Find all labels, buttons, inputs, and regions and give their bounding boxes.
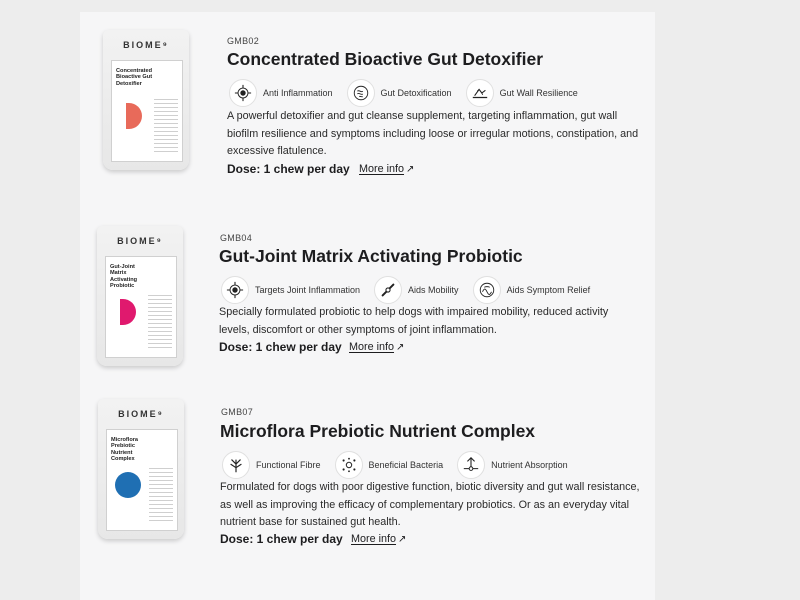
benefit-badge: Gut Wall Resilience: [466, 79, 578, 107]
product-description: Formulated for dogs with poor digestive function, biotic diversity and gut wall resistance, as well as improving the efficacy of complementary probiotics. Or as an everyday vital nutrient base for sustained gut health.: [220, 481, 640, 528]
pouch-brand: BIOME⁹: [123, 40, 169, 50]
product-dose: Dose: 1 chew per day: [220, 532, 343, 546]
benefit-badges: [229, 79, 592, 107]
product-dose: Dose: 1 chew per day: [219, 340, 342, 354]
absorption-icon: [457, 451, 485, 479]
benefit-badge: Targets Joint Inflammation: [221, 276, 360, 304]
product-code: GMB02: [227, 36, 260, 46]
benefit-badge: Beneficial Bacteria: [335, 451, 444, 479]
product-title[interactable]: Gut-Joint Matrix Activating Probiotic: [219, 246, 523, 266]
detox-icon: [347, 79, 375, 107]
benefit-badge: Aids Symptom Relief: [473, 276, 591, 304]
product-pouch-image[interactable]: [98, 399, 184, 539]
fibre-icon: [222, 451, 250, 479]
product-code: GMB07: [221, 407, 254, 417]
benefit-badge: Aids Mobility: [374, 276, 459, 304]
benefit-badges: [222, 451, 582, 479]
benefit-badges: [221, 276, 604, 304]
wall-icon: [466, 79, 494, 107]
product-title[interactable]: Microflora Prebiotic Nutrient Complex: [220, 421, 536, 441]
more-info-link[interactable]: More info ↗: [359, 163, 415, 175]
target-icon: [229, 79, 257, 107]
benefit-badge: Nutrient Absorption: [457, 451, 568, 479]
product-code: GMB04: [220, 233, 253, 243]
relief-icon: [473, 276, 501, 304]
more-info-link[interactable]: More info ↗: [351, 533, 407, 545]
pouch-brand: BIOME⁹: [117, 236, 163, 246]
product-title[interactable]: Concentrated Bioactive Gut Detoxifier: [227, 49, 544, 69]
pouch-brand: BIOME⁹: [118, 409, 164, 419]
joint-icon: [374, 276, 402, 304]
product-description: A powerful detoxifier and gut cleanse supplement, targeting inflammation, gut wall biofilm resilience and symptoms including loose or irregular motions, constipation, and excessive flatulence.: [227, 110, 639, 157]
pouch-title: Gut-Joint Matrix Activating Probiotic: [110, 264, 138, 290]
external-arrow-icon: ↗: [406, 164, 415, 175]
pouch-accent-shape: [120, 299, 136, 325]
target-icon: [221, 276, 249, 304]
external-arrow-icon: ↗: [396, 342, 405, 353]
product-pouch-image[interactable]: [103, 30, 189, 170]
external-arrow-icon: ↗: [398, 534, 407, 545]
pouch-title: Microflora Prebiotic Nutrient Complex: [111, 437, 139, 463]
product-dose: Dose: 1 chew per day: [227, 162, 350, 176]
pouch-accent-shape: [115, 472, 141, 498]
more-info-link[interactable]: More info ↗: [349, 341, 405, 353]
pouch-accent-shape: [126, 103, 142, 129]
benefit-badge: Functional Fibre: [222, 451, 321, 479]
benefit-badge: Anti Inflammation: [229, 79, 333, 107]
pouch-title: Concentrated Bioactive Gut Detoxifier: [116, 68, 153, 87]
product-pouch-image[interactable]: [97, 226, 183, 366]
benefit-badge: Gut Detoxification: [347, 79, 452, 107]
product-description: Specially formulated probiotic to help dogs with impaired mobility, reduced activity levels, discomfort or other symptoms of joint inflammation.: [219, 306, 609, 336]
bacteria-icon: [335, 451, 363, 479]
